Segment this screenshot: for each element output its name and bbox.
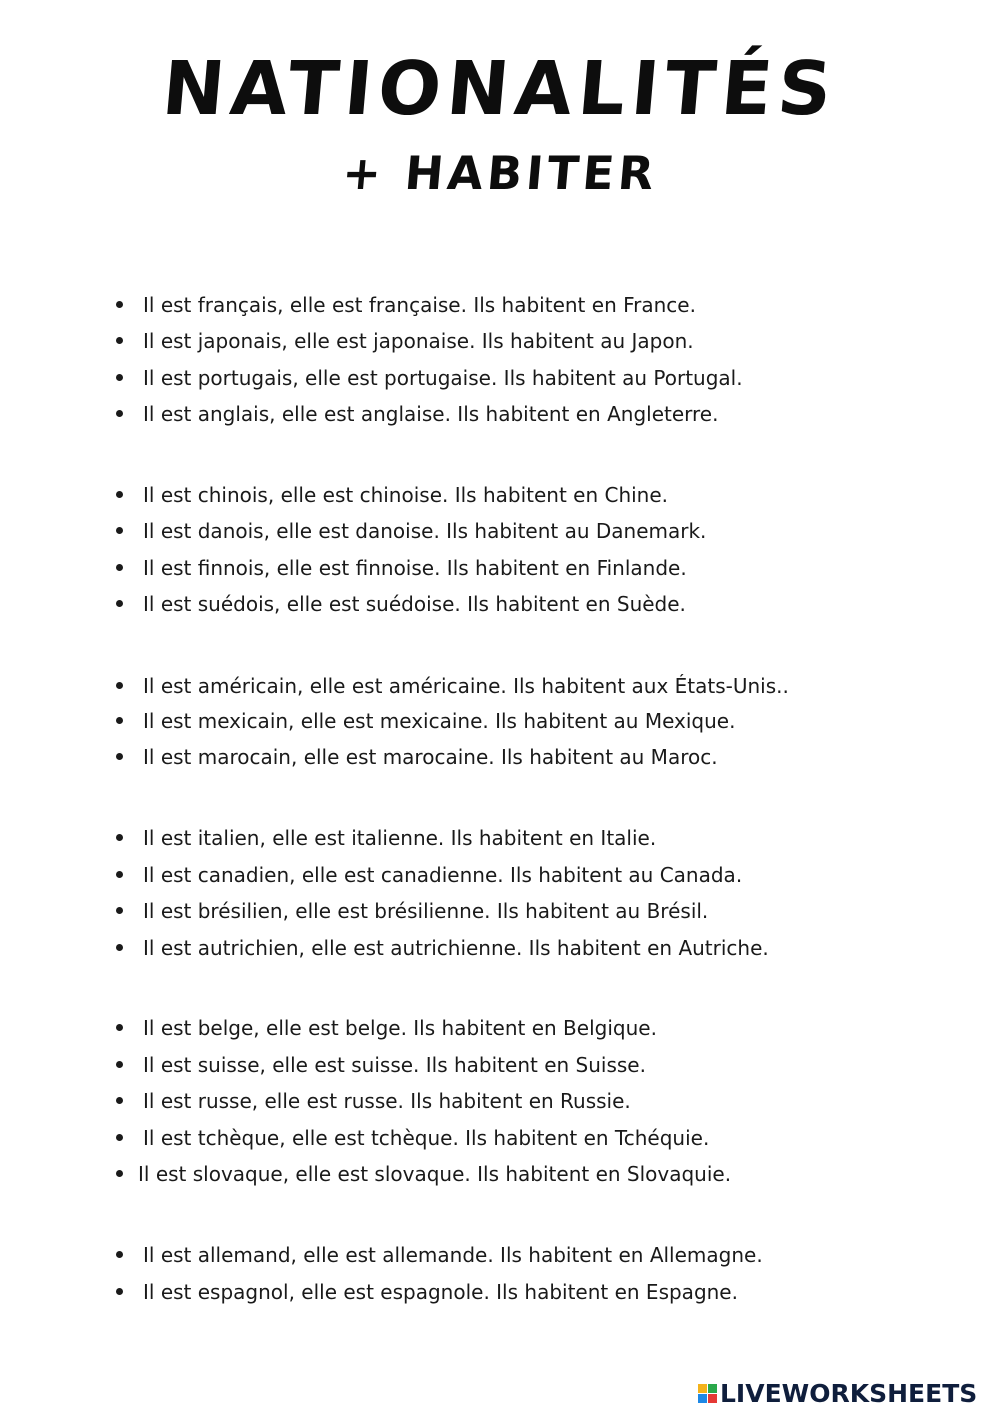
list-item: Il est russe, elle est russe. Ils habitent en Russie. — [116, 1086, 631, 1116]
list-item: Il est brésilien, elle est brésilienne. Ils habitent au Brésil. — [116, 896, 708, 926]
bullet-icon — [116, 1024, 123, 1031]
bullet-icon — [116, 1061, 123, 1068]
bullet-icon — [116, 944, 123, 951]
page-title: NATIONALITÉS — [158, 46, 842, 132]
bullet-icon — [116, 491, 123, 498]
bullet-icon — [116, 301, 123, 308]
bullet-icon — [116, 834, 123, 841]
bullet-icon — [116, 717, 123, 724]
list-item: Il est japonais, elle est japonaise. Ils habitent au Japon. — [116, 326, 694, 356]
list-item: Il est marocain, elle est marocaine. Ils habitent au Maroc. — [116, 742, 718, 772]
list-item: Il est suédois, elle est suédoise. Ils habitent en Suède. — [116, 589, 686, 619]
list-item: Il est tchèque, elle est tchèque. Ils habitent en Tchéquie. — [116, 1123, 709, 1153]
list-item: Il est chinois, elle est chinoise. Ils habitent en Chine. — [116, 480, 668, 510]
list-item: Il est finnois, elle est finnoise. Ils habitent en Finlande. — [116, 553, 687, 583]
bullet-icon — [116, 1097, 123, 1104]
bullet-icon — [116, 907, 123, 914]
bullet-icon — [116, 1170, 123, 1177]
list-item: Il est suisse, elle est suisse. Ils habitent en Suisse. — [116, 1050, 646, 1080]
bullet-icon — [116, 1134, 123, 1141]
bullet-icon — [116, 527, 123, 534]
bullet-icon — [116, 871, 123, 878]
brand-name: LIVEWORKSHEETS — [720, 1378, 978, 1408]
list-item: Il est français, elle est française. Ils habitent en France. — [116, 290, 696, 320]
logo-square — [698, 1394, 707, 1403]
bullet-icon — [116, 1288, 123, 1295]
bullet-icon — [116, 600, 123, 607]
list-item: Il est américain, elle est américaine. Ils habitent aux États-Unis.. — [116, 671, 789, 701]
bullet-icon — [116, 682, 123, 689]
bullet-icon — [116, 337, 123, 344]
logo-square — [698, 1384, 707, 1393]
bullet-icon — [116, 1251, 123, 1258]
logo-icon — [698, 1384, 717, 1403]
list-item: Il est slovaque, elle est slovaque. Ils habitent en Slovaquie. — [116, 1159, 731, 1189]
list-item: Il est portugais, elle est portugaise. Ils habitent au Portugal. — [116, 363, 743, 393]
liveworksheets-logo[interactable] — [698, 1378, 977, 1408]
bullet-icon — [116, 410, 123, 417]
bullet-icon — [116, 564, 123, 571]
list-item: Il est espagnol, elle est espagnole. Ils habitent en Espagne. — [116, 1277, 738, 1307]
logo-square — [708, 1384, 717, 1393]
list-item: Il est italien, elle est italienne. Ils habitent en Italie. — [116, 823, 656, 853]
list-item: Il est allemand, elle est allemande. Ils habitent en Allemagne. — [116, 1240, 763, 1270]
list-item: Il est canadien, elle est canadienne. Ils habitent au Canada. — [116, 860, 742, 890]
list-item: Il est mexicain, elle est mexicaine. Ils habitent au Mexique. — [116, 706, 735, 736]
bullet-icon — [116, 374, 123, 381]
logo-square — [708, 1394, 717, 1403]
page-subtitle: + HABITER — [340, 146, 660, 200]
list-item: Il est danois, elle est danoise. Ils habitent au Danemark. — [116, 516, 706, 546]
list-item: Il est anglais, elle est anglaise. Ils habitent en Angleterre. — [116, 399, 718, 429]
list-item: Il est belge, elle est belge. Ils habitent en Belgique. — [116, 1013, 657, 1043]
list-item: Il est autrichien, elle est autrichienne. Ils habitent en Autriche. — [116, 933, 769, 963]
bullet-icon — [116, 753, 123, 760]
